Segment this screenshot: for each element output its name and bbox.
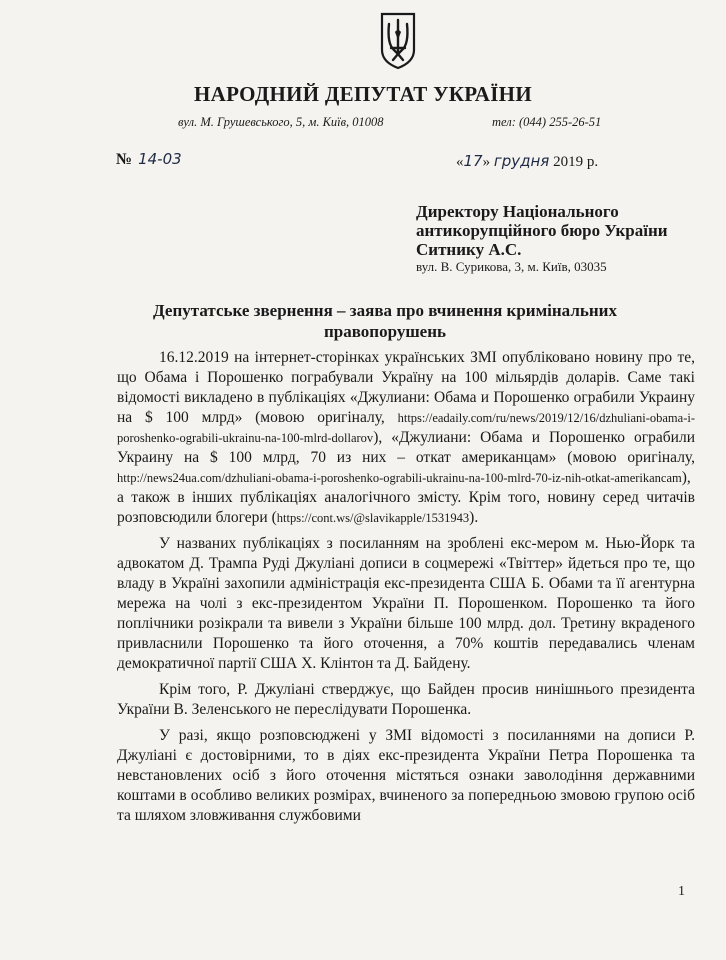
p1-text-1: 16.12.2019 на інтернет-сторінках українських ЗМІ опубліковано новину про те, що Обама і Порошенко пограбували Україну на 100 мільярдів доларів. Саме такі відомості викладено в публікаціях «Джулиани: Обама и Порошенко ограбили Украину на $ 100 млрд» (мовою оригіналу,: [117, 349, 695, 426]
letter-date: [456, 152, 598, 171]
number-label: №: [116, 151, 133, 168]
body-paragraph-1: [117, 348, 695, 528]
body-paragraph-4: У разі, якщо розповсюджені у ЗМІ відомості з посиланнями на дописи Р. Джуліані є достовірними, то в діях екс-президента України Петра Порошенка та невстановлених осіб з його оточення містяться ознаки заволодіння державними коштами в особливо великих розмірах, вчиненого за попередньою змовою групою осіб та шляхом зловживання службовими: [117, 727, 695, 824]
letterhead-address: вул. М. Грушевського, 5, м. Київ, 01008: [178, 115, 384, 129]
body-paragraph-2: У названих публікаціях з посиланням на зроблені екс-мером м. Нью-Йорк та адвокатом Д. Трампа Руді Джуліані дописи в соцмережі «Твіттер» йдеться про те, що владу в Україні захопили адміністрація екс-президента США Б. Обами та її агентурна мережа на чолі з екс-президентом України П. Порошенком. Порошенко та його поплічники розікрали та вивели з України більше 100 млрд. дол. Третину вкраденого привласнили Порошенко та його оточення, а 70% коштів передавались членам демократичної партії США Х. Клінтон та Д. Байдену.: [117, 535, 695, 672]
number-value: 14-03: [138, 150, 182, 168]
p1-link-2: http://news24ua.com/dzhuliani-obama-i-poroshenko-ograbili-ukrainu-na-100-mlrd-70-iz-nih-otkat-amerikancam: [117, 471, 682, 485]
letterhead-phone: тел: (044) 255-26-51: [492, 115, 602, 129]
p1-link-1: https://eadaily.com/ru/news/2019/12/16/dzhuliani-obama-i-poroshenko-ograbili-ukrainu-na-100-mlrd-dollarov: [117, 411, 695, 445]
recipient-line-1: Директору Національного: [416, 202, 619, 221]
p1-text-2: ), «Джулиани: Обама и Порошенко ограбили Украину на $ 100 млрд, 70 из них – откат американцам» (мовою оригіналу,: [117, 429, 695, 466]
date-close-quote: »: [482, 154, 491, 170]
p1-link-3: https://cont.ws/@slavikapple/1531943: [276, 511, 470, 525]
document-subject: [90, 300, 680, 342]
trident-emblem-icon: [378, 10, 418, 70]
page-number: 1: [678, 884, 685, 899]
date-open-quote: «: [456, 154, 464, 170]
recipient-block: [416, 202, 668, 259]
subject-line-2: правопорушень: [323, 322, 447, 341]
date-month: грудня: [493, 152, 550, 170]
document-body: [117, 348, 695, 832]
subject-line-1: Депутатське звернення – заява про вчинення кримінальних: [153, 301, 617, 320]
registration-number: [116, 150, 182, 169]
p1-text-3: ), а також в інших публікаціях аналогічного змісту. Крім того, новину серед читачів розповсюдили блогери (: [117, 469, 695, 526]
letterhead-title: НАРОДНИЙ ДЕПУТАТ УКРАЇНИ: [194, 82, 532, 106]
p1-text-4: ).: [469, 509, 479, 526]
date-year: 2019 р.: [553, 154, 599, 170]
date-day: 17: [463, 152, 483, 170]
recipient-line-3: Ситнику А.С.: [416, 240, 522, 259]
recipient-address: вул. В. Сурикова, 3, м. Київ, 03035: [416, 259, 607, 274]
body-paragraph-3: Крім того, Р. Джуліані стверджує, що Байден просив нинішнього президента України В. Зеленського не переслідувати Порошенка.: [117, 681, 695, 718]
recipient-line-2: антикорупційного бюро України: [416, 221, 668, 240]
